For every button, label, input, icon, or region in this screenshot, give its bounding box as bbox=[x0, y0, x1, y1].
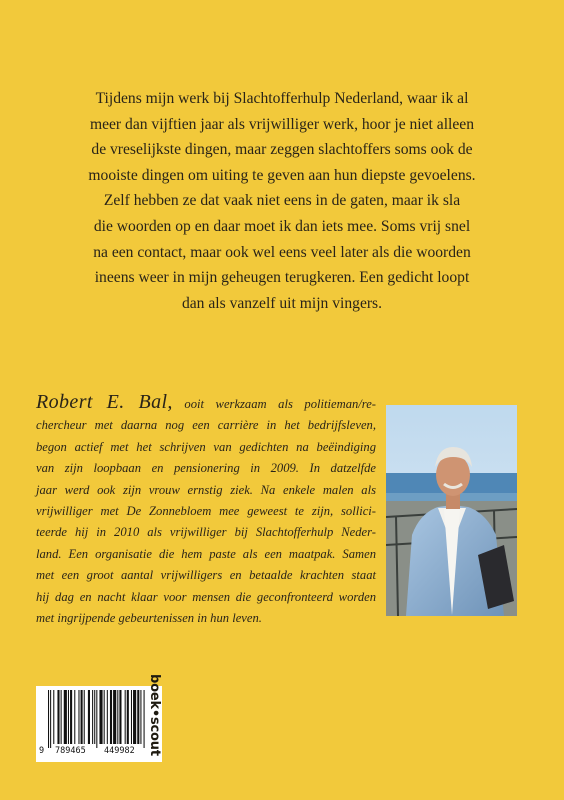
barcode-bar bbox=[88, 690, 90, 744]
barcode-bar bbox=[133, 690, 136, 744]
barcode-bar bbox=[140, 690, 141, 744]
isbn-barcode bbox=[36, 686, 162, 762]
barcode-bar bbox=[48, 690, 49, 748]
barcode-bar bbox=[113, 690, 116, 744]
barcode-bar bbox=[96, 690, 97, 748]
intro-line: na een contact, maar ook wel eens veel later als die woorden bbox=[93, 243, 471, 261]
barcode-digit-group: 9 bbox=[39, 746, 45, 756]
barcode-digit-group: 789465 bbox=[55, 746, 86, 756]
barcode-bars bbox=[36, 686, 162, 748]
barcode-bar bbox=[107, 690, 108, 744]
barcode-bar bbox=[50, 690, 51, 748]
intro-paragraph bbox=[60, 86, 504, 316]
bio-first-line-text: ooit werkzaam als politieman/re- bbox=[184, 397, 377, 411]
barcode-bar bbox=[68, 690, 69, 744]
bio-line: hij dag en nacht klaar voor mensen die geconfronteerd worden bbox=[36, 589, 376, 604]
author-name: Robert E. Bal, bbox=[36, 391, 173, 413]
barcode-bar bbox=[117, 690, 118, 744]
intro-line: Zelf hebben ze dat vaak niet eens in de gaten, maar ik sla bbox=[103, 192, 461, 210]
barcode-bar bbox=[53, 690, 54, 744]
barcode-bar bbox=[78, 690, 79, 744]
barcode-digit-group: 449982 bbox=[104, 746, 135, 756]
intro-line: de vreselijkste dingen, maar zeggen slachtoffers soms ook de bbox=[91, 141, 473, 159]
barcode-bar bbox=[99, 690, 102, 744]
bio-line: met een groot aantal vrijwilligers en betaalde krachten staat bbox=[36, 568, 376, 583]
bio-line: vrijwilliger met De Zonnebloem mee geweest te zijn, sollici- bbox=[36, 504, 376, 519]
publisher-logo: boek•scout bbox=[147, 674, 162, 756]
barcode-bar bbox=[81, 690, 83, 744]
barcode-bar bbox=[144, 690, 145, 748]
intro-line: die woorden op en daar moet ik dan iets mee. Soms vrij snel bbox=[93, 217, 471, 235]
barcode-bar bbox=[64, 690, 67, 744]
barcode-bar bbox=[131, 690, 132, 744]
intro-line: Tijdens mijn werk bij Slachtofferhulp Nederland, waar ik al bbox=[95, 90, 469, 107]
barcode-bar bbox=[92, 690, 93, 744]
bio-line: begon actief met het schrijven van gedichten na beëindiging bbox=[36, 439, 376, 454]
intro-line: mooiste dingen om uiting te geven aan hun diepste gevoelens. bbox=[88, 166, 476, 184]
barcode-bar bbox=[104, 690, 105, 744]
bio-line: jaar werd ook zijn vrouw ernstig ziek. Na enkele malen als bbox=[36, 482, 376, 497]
barcode-bar bbox=[94, 690, 95, 744]
barcode-bar bbox=[61, 690, 62, 744]
intro-line: ineens weer in mijn geheugen terugkeren. Een gedicht loopt bbox=[94, 269, 470, 287]
bio-line: teerde hij in 2010 als vrijwilliger bij Slachtofferhulp Neder- bbox=[36, 525, 376, 540]
barcode-bar bbox=[84, 690, 85, 744]
barcode-bar bbox=[74, 690, 75, 744]
bio-line: van zijn loopbaan en pensionering in 2009. In datzelfde bbox=[36, 461, 376, 476]
barcode-bar bbox=[137, 690, 139, 744]
barcode-bar bbox=[57, 690, 59, 744]
bio-first-line bbox=[36, 392, 376, 415]
bio-line: met ingrijpende gebeurtenissen in hun leven. bbox=[36, 611, 262, 626]
bio-line: chercheur met daarna nog een carrière in het bedrijfsleven, bbox=[36, 418, 376, 433]
author-photo bbox=[386, 405, 517, 616]
barcode-bar bbox=[70, 690, 72, 744]
bio-line: land. Een organisatie die hem paste als een maatpak. Samen bbox=[36, 546, 376, 561]
intro-line: meer dan vijftien jaar als vrijwilliger werk, hoor je niet alleen bbox=[89, 115, 475, 133]
barcode-bar bbox=[119, 690, 121, 744]
author-bio bbox=[36, 392, 376, 629]
intro-line: dan als vanzelf uit mijn vingers. bbox=[181, 294, 383, 312]
barcode-bar bbox=[110, 690, 112, 744]
barcode-bar bbox=[127, 690, 129, 744]
barcode-bar bbox=[125, 690, 126, 744]
